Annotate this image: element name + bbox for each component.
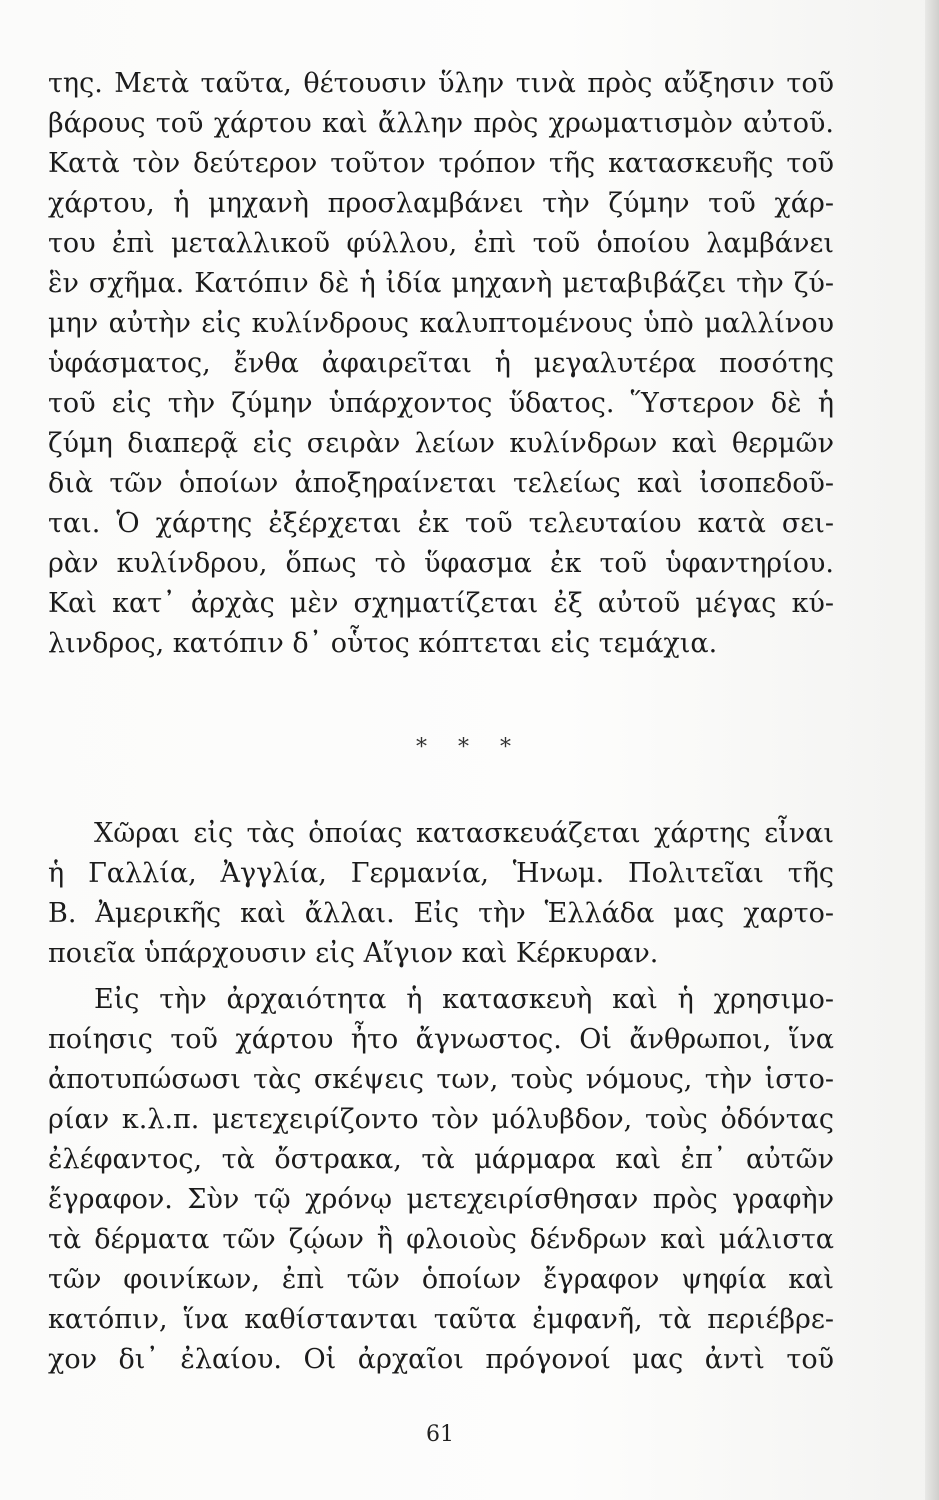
text-line: μην αὐτὴν εἰς κυλίνδρους καλυπτομένους ὑπὸ μαλλίνου xyxy=(48,308,834,339)
text-line: ἐλέφαντος, τὰ ὄστρακα, τὰ μάρμαρα καὶ ἐπ᾽ αὐτῶν xyxy=(48,1144,834,1175)
text-line: τῶν φοινίκων, ἐπὶ τῶν ὁποίων ἔγραφον ψηφία καὶ xyxy=(48,1264,834,1295)
paragraph-2 xyxy=(48,814,834,974)
text-line: τοῦ εἰς τὴν ζύμην ὑπάρχοντος ὕδατος. Ὕστερον δὲ ἡ xyxy=(48,388,834,419)
paragraph-3 xyxy=(48,980,834,1380)
text-line: Κατὰ τὸν δεύτερον τοῦτον τρόπον τῆς κατασκευῆς τοῦ xyxy=(48,148,834,179)
text-line: ἀποτυπώσωσι τὰς σκέψεις των, τοὺς νόμους, τὴν ἱστο- xyxy=(48,1064,834,1095)
text-line: Χῶραι εἰς τὰς ὁποίας κατασκευάζεται χάρτης εἶναι xyxy=(94,818,834,849)
section-separator: * * * xyxy=(416,735,523,760)
text-line: βάρους τοῦ χάρτου καὶ ἄλλην πρὸς χρωματισμὸν αὐτοῦ. xyxy=(48,108,834,139)
text-line: διὰ τῶν ὁποίων ἀποξηραίνεται τελείως καὶ ἰσοπεδοῦ- xyxy=(48,468,834,499)
text-line: χον δι᾽ ἐλαίου. Οἱ ἀρχαῖοι πρόγονοί μας ἀντὶ τοῦ xyxy=(48,1344,834,1375)
text-line: ποίησις τοῦ χάρτου ἦτο ἄγνωστος. Οἱ ἄνθρωποι, ἵνα xyxy=(48,1024,834,1055)
text-line: λινδρος, κατόπιν δ᾽ οὗτος κόπτεται εἰς τεμάχια. xyxy=(48,628,718,659)
text-line: ἡ Γαλλία, Ἀγγλία, Γερμανία, Ἡνωμ. Πολιτεῖαι τῆς xyxy=(48,858,834,889)
paragraph-1 xyxy=(48,64,834,664)
text-line: του ἐπὶ μεταλλικοῦ φύλλου, ἐπὶ τοῦ ὁποίου λαμβάνει xyxy=(48,228,834,259)
text-line: Καὶ κατ᾽ ἀρχὰς μὲν σχηματίζεται ἐξ αὐτοῦ μέγας κύ- xyxy=(48,588,834,619)
text-line: ρὰν κυλίνδρου, ὅπως τὸ ὕφασμα ἐκ τοῦ ὑφαντηρίου. xyxy=(48,548,834,579)
text-line: ὑφάσματος, ἔνθα ἀφαιρεῖται ἡ μεγαλυτέρα ποσότης xyxy=(48,348,834,379)
text-line: Β. Ἀμερικῆς καὶ ἄλλαι. Εἰς τὴν Ἑλλάδα μας χαρτο- xyxy=(48,898,834,929)
text-line: ζύμη διαπερᾷ εἰς σειρὰν λείων κυλίνδρων καὶ θερμῶν xyxy=(48,428,834,459)
text-line: ρίαν κ.λ.π. μετεχειρίζοντο τὸν μόλυβδον, τοὺς ὀδόντας xyxy=(48,1104,834,1135)
page-number: 61 xyxy=(426,1422,454,1447)
text-line: κατόπιν, ἵνα καθίστανται ταῦτα ἐμφανῆ, τὰ περιέβρε- xyxy=(48,1304,834,1335)
text-line: ἔγραφον. Σὺν τῷ χρόνῳ μετεχειρίσθησαν πρὸς γραφὴν xyxy=(48,1184,834,1215)
text-line: τὰ δέρματα τῶν ζῴων ἢ φλοιοὺς δένδρων καὶ μάλιστα xyxy=(48,1224,834,1255)
text-line: της. Μετὰ ταῦτα, θέτουσιν ὕλην τινὰ πρὸς αὔξησιν τοῦ xyxy=(48,68,834,99)
text-line: χάρτου, ἡ μηχανὴ προσλαμβάνει τὴν ζύμην τοῦ χάρ- xyxy=(48,188,834,219)
text-line: Εἰς τὴν ἀρχαιότητα ἡ κατασκευὴ καὶ ἡ χρησιμο- xyxy=(94,984,834,1015)
text-line: ἓν σχῆμα. Κατόπιν δὲ ἡ ἰδία μηχανὴ μεταβιβάζει τὴν ζύ- xyxy=(48,268,834,299)
text-line: ται. Ὁ χάρτης ἐξέρχεται ἐκ τοῦ τελευταίου κατὰ σει- xyxy=(48,508,834,539)
text-line: ποιεῖα ὑπάρχουσιν εἰς Αἴγιον καὶ Κέρκυραν. xyxy=(48,938,659,969)
